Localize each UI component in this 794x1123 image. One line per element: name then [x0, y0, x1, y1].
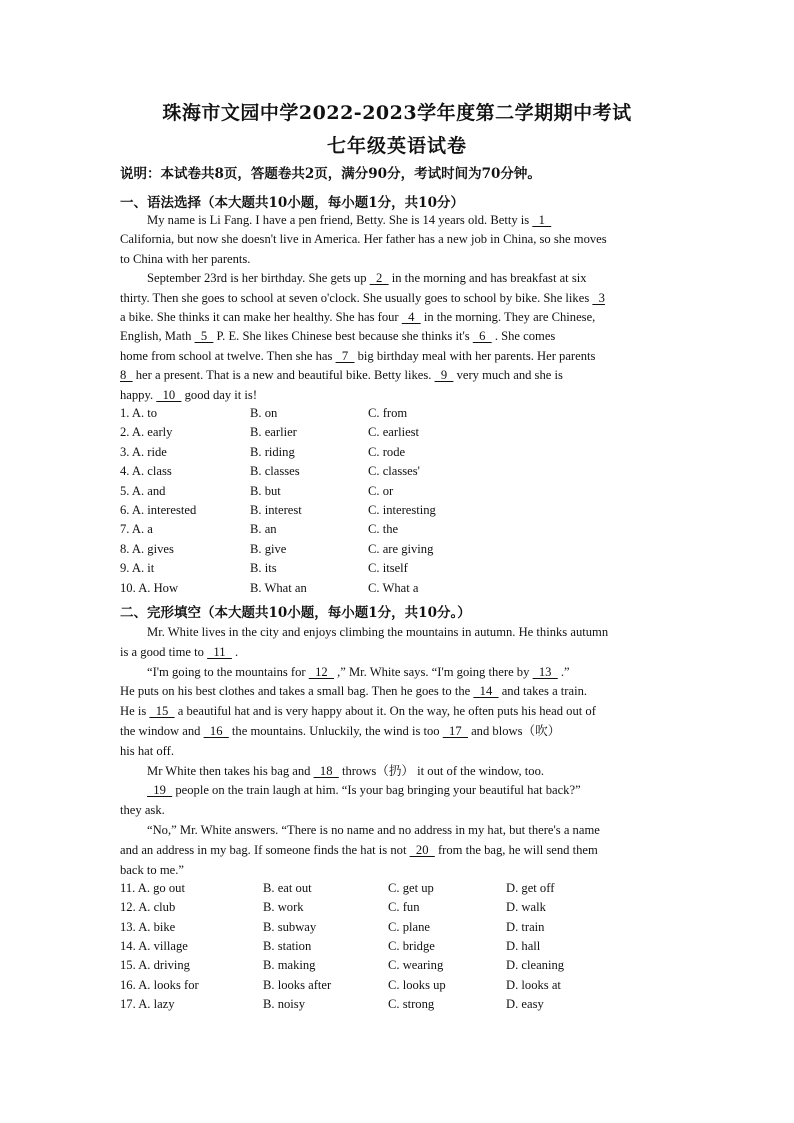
answer-blank: 20	[409, 842, 435, 857]
section1-option: C. classes'	[368, 464, 420, 479]
answer-blank: 4	[401, 310, 421, 324]
section2-option: 13. A. bike	[120, 919, 176, 934]
section2-line	[147, 784, 581, 797]
section1-line	[147, 214, 551, 227]
answer-blank: 5	[194, 329, 214, 344]
passage-text: “No,” Mr. White answers. “There is no name and no address in my hat, but there's a name	[147, 823, 600, 837]
passage-text: people on the train laugh at him. “Is your bag bringing your beautiful hat back?”	[172, 783, 581, 798]
section1-option: B. on	[250, 406, 278, 420]
section1-option: B. give	[250, 541, 287, 556]
answer-blank: 8	[120, 368, 133, 383]
section2-option: C. fun	[388, 900, 420, 915]
passage-text: the window and	[120, 724, 204, 738]
section1-option: B. What an	[250, 580, 307, 595]
section1-option: 3. A. ride	[120, 444, 167, 459]
section2-line	[120, 685, 587, 698]
section1-option: C. earliest	[368, 425, 420, 440]
passage-text: her a present. That is a new and beautiful bike. Betty likes.	[132, 368, 435, 383]
section2-option: D. easy	[506, 996, 544, 1011]
passage-text: in the morning. They are Chinese,	[420, 310, 596, 324]
section2-line	[120, 705, 596, 718]
section2-heading: 二、完形填空（本大题共10小题，每小题1分，共10分。）	[120, 605, 471, 621]
answer-blank: 9	[434, 368, 454, 383]
passage-text: his hat off.	[120, 743, 174, 758]
passage-text: California, but now she doesn't live in America. Her father has a new job in China, so she moves	[120, 232, 607, 247]
section1-option: C. or	[368, 483, 394, 498]
section1-option: B. classes	[250, 464, 300, 479]
passage-text: Mr White then takes his bag and	[147, 763, 314, 778]
answer-blank: 19	[147, 783, 173, 798]
section2-line	[120, 745, 174, 758]
passage-text: very much and she is	[453, 368, 563, 383]
section2-option: B. making	[263, 958, 316, 973]
exam-subtitle: 七年级英语试卷	[326, 135, 467, 157]
section2-line	[120, 864, 184, 877]
section1-option: B. riding	[250, 444, 295, 459]
section1-option: C. are giving	[368, 541, 434, 556]
section2-option: D. train	[506, 919, 545, 934]
passage-text: is a good time to	[120, 644, 208, 659]
section2-line	[147, 666, 570, 679]
passage-text: thirty. Then she goes to school at seven o'clock. She usually goes to school by bike. She likes	[120, 290, 593, 305]
passage-text: September 23rd is her birthday. She gets up	[147, 271, 370, 286]
section2-option: D. get off	[506, 881, 555, 895]
exam-instructions: 说明：本试卷共8页，答题卷共2页，满分90分，考试时间为70分钟。	[120, 166, 541, 182]
passage-text: ,” Mr. White says. “I'm going there by	[333, 664, 533, 679]
section2-option: C. bridge	[388, 938, 435, 953]
passage-text: they ask.	[120, 803, 165, 818]
section1-line	[120, 369, 563, 382]
section2-option: 12. A. club	[120, 900, 176, 915]
section1-option: 7. A. a	[120, 522, 153, 537]
section1-option: C. from	[368, 406, 408, 420]
section1-option: B. interest	[250, 503, 302, 517]
answer-blank: 13	[532, 664, 558, 679]
section2-option: C. plane	[388, 919, 430, 934]
section1-line	[120, 389, 257, 402]
section1-option: C. the	[368, 522, 399, 537]
section2-line	[147, 824, 600, 837]
section2-option: C. wearing	[388, 958, 444, 973]
passage-text: .	[231, 644, 239, 659]
section2-option: 11. A. go out	[120, 881, 185, 895]
answer-blank: 2	[369, 271, 389, 286]
passage-text: and takes a train.	[498, 684, 588, 699]
passage-text: happy.	[120, 387, 157, 402]
section2-option: B. eat out	[263, 881, 312, 895]
section2-option: B. subway	[263, 919, 317, 934]
section2-line	[147, 626, 608, 639]
section2-option: D. cleaning	[506, 958, 565, 973]
passage-text: My name is Li Fang. I have a pen friend, Betty. She is 14 years old. Betty is	[147, 213, 533, 227]
section2-option: 15. A. driving	[120, 958, 190, 973]
section2-option: B. station	[263, 938, 312, 953]
passage-text: He is	[120, 704, 150, 719]
section2-line	[120, 646, 238, 659]
section1-option: 1. A. to	[120, 406, 158, 420]
section2-option: C. looks up	[388, 977, 446, 992]
section1-option: B. an	[250, 522, 277, 537]
section1-line	[120, 253, 250, 266]
answer-blank: 3	[592, 290, 605, 305]
section2-option: B. work	[263, 900, 304, 915]
answer-blank: 10	[156, 387, 182, 402]
answer-blank: 14	[473, 684, 499, 699]
section1-option: 10. A. How	[120, 580, 179, 595]
section1-option: C. interesting	[368, 503, 436, 517]
section2-option: D. looks at	[506, 977, 561, 992]
passage-text: a bike. She thinks it can make her healthy. She has four	[120, 310, 402, 324]
section2-line	[120, 804, 165, 817]
section1-line	[120, 292, 605, 305]
passage-text: . She comes	[491, 329, 556, 344]
section1-line	[120, 330, 555, 343]
section1-line	[120, 350, 595, 363]
section2-line	[120, 844, 598, 857]
section1-line	[120, 311, 595, 324]
passage-text: Mr. White lives in the city and enjoys climbing the mountains in autumn. He thinks autumn	[147, 625, 609, 639]
passage-text: from the bag, he will send them	[434, 842, 598, 857]
answer-blank: 17	[442, 724, 468, 738]
passage-text: throws（扔） it out of the window, too.	[338, 763, 545, 778]
section1-option: B. earlier	[250, 425, 297, 440]
section1-line	[147, 272, 587, 285]
passage-text: back to me.”	[120, 862, 184, 877]
answer-blank: 18	[313, 763, 339, 778]
section1-option: C. What a	[368, 580, 419, 595]
section1-option: 5. A. and	[120, 483, 166, 498]
answer-blank: 11	[207, 644, 232, 659]
section2-option: B. noisy	[263, 996, 305, 1011]
section1-option: C. itself	[368, 561, 408, 576]
section2-option: 14. A. village	[120, 938, 188, 953]
passage-text: in the morning and has breakfast at six	[388, 271, 587, 286]
section1-option: 4. A. class	[120, 464, 172, 479]
section1-heading: 一、语法选择（本大题共10小题，每小题1分，共10分）	[120, 195, 464, 211]
exam-title: 珠海市文园中学2022-2023学年度第二学期期中考试	[162, 102, 632, 124]
answer-blank: 6	[472, 329, 492, 344]
section1-option: 2. A. early	[120, 425, 173, 440]
section1-line	[120, 233, 607, 246]
section2-option: 16. A. looks for	[120, 977, 199, 992]
section1-option: C. rode	[368, 444, 406, 459]
section2-line	[147, 765, 544, 778]
answer-blank: 15	[149, 704, 175, 719]
answer-blank: 1	[532, 213, 552, 227]
section2-option: D. hall	[506, 938, 541, 953]
passage-text: to China with her parents.	[120, 251, 251, 266]
passage-text: the mountains. Unluckily, the wind is too	[228, 724, 443, 738]
section2-option: D. walk	[506, 900, 546, 915]
section1-option: 8. A. gives	[120, 541, 174, 556]
answer-blank: 7	[335, 348, 355, 363]
section1-option: B. its	[250, 561, 277, 576]
section2-option: C. get up	[388, 881, 434, 895]
section2-option: C. strong	[388, 996, 435, 1011]
passage-text: He puts on his best clothes and takes a small bag. Then he goes to the	[120, 684, 474, 699]
passage-text: good day it is!	[181, 387, 258, 402]
section2-option: 17. A. lazy	[120, 996, 175, 1011]
passage-text: and blows（吹）	[467, 724, 561, 738]
passage-text: and an address in my bag. If someone finds the hat is not	[120, 842, 410, 857]
section2-option: B. looks after	[263, 977, 332, 992]
answer-blank: 16	[203, 724, 229, 738]
passage-text: big birthday meal with her parents. Her parents	[354, 348, 596, 363]
passage-text: .”	[557, 664, 570, 679]
passage-text: home from school at twelve. Then she has	[120, 348, 336, 363]
passage-text: P. E. She likes Chinese best because she thinks it's	[213, 329, 473, 344]
passage-text: English, Math	[120, 329, 195, 344]
section1-option: 6. A. interested	[120, 503, 197, 517]
section2-line	[120, 725, 560, 738]
section1-option: 9. A. it	[120, 561, 155, 576]
passage-text: “I'm going to the mountains for	[147, 664, 309, 679]
passage-text: a beautiful hat and is very happy about it. On the way, he often puts his head out of	[174, 704, 596, 719]
answer-blank: 12	[308, 664, 334, 679]
section1-option: B. but	[250, 483, 281, 498]
